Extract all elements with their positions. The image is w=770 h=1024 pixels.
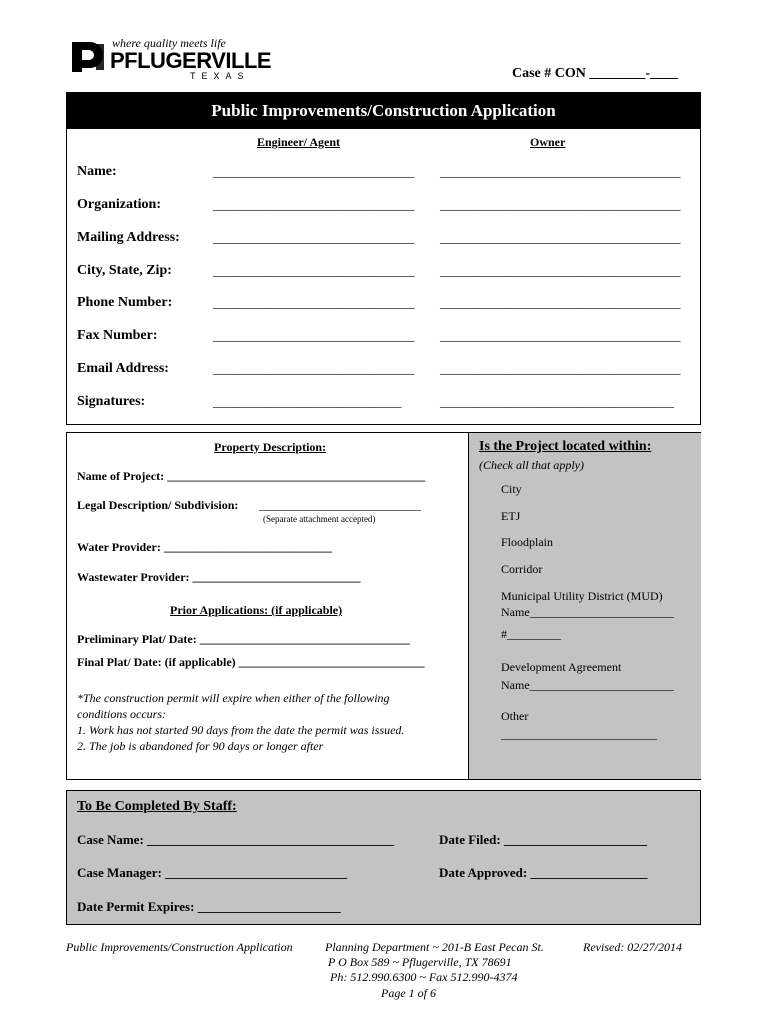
footer-department: Planning Department ~ 201-B East Pecan St. <box>325 940 544 954</box>
engineer-phone-field[interactable]: _______________________________ <box>213 295 415 310</box>
mailing-address-label: Mailing Address: <box>77 230 180 245</box>
engineer-organization-field[interactable]: _______________________________ <box>213 197 415 212</box>
owner-organization-field[interactable]: _____________________________________ <box>440 197 681 212</box>
engineer-fax-field[interactable]: _______________________________ <box>213 328 415 343</box>
engineer-name-field[interactable]: _______________________________ <box>213 164 415 179</box>
owner-signature-field[interactable]: ____________________________________ <box>440 394 674 409</box>
project-name-field[interactable]: Name of Project: ___________________________________________ <box>77 469 426 483</box>
option-floodplain[interactable]: Floodplain <box>501 535 554 549</box>
other-field[interactable]: __________________________ <box>501 727 657 741</box>
owner-city-state-zip-field[interactable]: _____________________________________ <box>440 263 681 278</box>
owner-mailing-address-field[interactable]: _____________________________________ <box>440 230 681 245</box>
brand-state: TEXAS <box>190 71 250 81</box>
phone-number-label: Phone Number: <box>77 295 173 310</box>
footer-revised-date: Revised: 02/27/2014 <box>583 940 682 954</box>
location-subheading: (Check all that apply) <box>479 458 584 472</box>
contact-section <box>66 92 701 425</box>
expiry-condition-2: 2. The job is abandoned for 90 days or longer after <box>77 739 324 753</box>
signatures-label: Signatures: <box>77 394 146 409</box>
footer-po-box: P O Box 589 ~ Pflugerville, TX 78691 <box>328 955 512 969</box>
location-heading: Is the Project located within: <box>479 439 652 454</box>
case-name-field[interactable]: Case Name: ______________________________________ <box>77 832 395 847</box>
mud-name-field[interactable]: Name________________________ <box>501 605 674 619</box>
date-approved-field[interactable]: Date Approved: __________________ <box>439 865 648 880</box>
option-city[interactable]: City <box>501 482 522 496</box>
engineer-mailing-address-field[interactable]: _______________________________ <box>213 230 415 245</box>
option-corridor[interactable]: Corridor <box>501 562 543 576</box>
option-other[interactable]: Other <box>501 709 529 723</box>
location-panel <box>468 433 701 779</box>
column-engineer-agent: Engineer/ Agent <box>257 135 340 149</box>
column-owner: Owner <box>530 135 566 149</box>
final-plat-field[interactable]: Final Plat/ Date: (if applicable) _______________________________ <box>77 655 425 669</box>
wastewater-provider-field[interactable]: Wastewater Provider: ____________________________ <box>77 570 361 584</box>
mud-number-field[interactable]: #_________ <box>501 627 561 641</box>
case-number: Case # CON ________-____ <box>512 66 679 81</box>
permit-expiry-note-cont: conditions occurs: <box>77 707 166 721</box>
footer-form-name: Public Improvements/Construction Application <box>66 940 293 954</box>
fax-number-label: Fax Number: <box>77 328 158 343</box>
option-mud[interactable]: Municipal Utility District (MUD) <box>501 589 663 603</box>
staff-section <box>66 790 701 925</box>
city-state-zip-label: City, State, Zip: <box>77 263 172 278</box>
pflugerville-logo-icon <box>70 40 106 74</box>
footer-page-number: Page 1 of 6 <box>381 986 436 1000</box>
tagline: where quality meets life <box>112 36 226 50</box>
property-description-heading: Property Description: <box>214 440 327 454</box>
development-agreement-name-field[interactable]: Name________________________ <box>501 678 674 692</box>
engineer-email-field[interactable]: _______________________________ <box>213 361 415 376</box>
organization-label: Organization: <box>77 197 161 212</box>
owner-email-field[interactable]: _____________________________________ <box>440 361 681 376</box>
date-permit-expires-field[interactable]: Date Permit Expires: ______________________ <box>77 899 341 914</box>
owner-name-field[interactable]: _____________________________________ <box>440 164 681 179</box>
option-development-agreement[interactable]: Development Agreement <box>501 660 622 674</box>
engineer-city-state-zip-field[interactable]: _______________________________ <box>213 263 415 278</box>
staff-heading: To Be Completed By Staff: <box>77 799 237 814</box>
option-etj[interactable]: ETJ <box>501 509 521 523</box>
water-provider-field[interactable]: Water Provider: ____________________________ <box>77 540 332 554</box>
expiry-condition-1: 1. Work has not started 90 days from the date the permit was issued. <box>77 723 405 737</box>
engineer-signature-field[interactable]: _____________________________ <box>213 394 402 409</box>
legal-description-field[interactable]: ___________________________ <box>259 498 421 512</box>
brand-name: PFLUGERVILLE <box>110 48 272 73</box>
legal-description-label: Legal Description/ Subdivision: <box>77 498 239 512</box>
email-address-label: Email Address: <box>77 361 169 376</box>
legal-description-note: (Separate attachment accepted) <box>263 514 376 524</box>
owner-phone-field[interactable]: _____________________________________ <box>440 295 681 310</box>
preliminary-plat-field[interactable]: Preliminary Plat/ Date: ___________________________________ <box>77 632 410 646</box>
footer-phone: Ph: 512.990.6300 ~ Fax 512.990-4374 <box>330 970 518 984</box>
property-section <box>66 432 701 780</box>
permit-expiry-note: *The construction permit will expire when either of the following <box>77 691 390 705</box>
prior-applications-heading: Prior Applications: (if applicable) <box>170 603 343 617</box>
form-title: Public Improvements/Construction Application <box>67 93 700 129</box>
owner-fax-field[interactable]: _____________________________________ <box>440 328 681 343</box>
name-label: Name: <box>77 164 117 179</box>
date-filed-field[interactable]: Date Filed: ______________________ <box>439 832 647 847</box>
case-manager-field[interactable]: Case Manager: ____________________________ <box>77 865 348 880</box>
